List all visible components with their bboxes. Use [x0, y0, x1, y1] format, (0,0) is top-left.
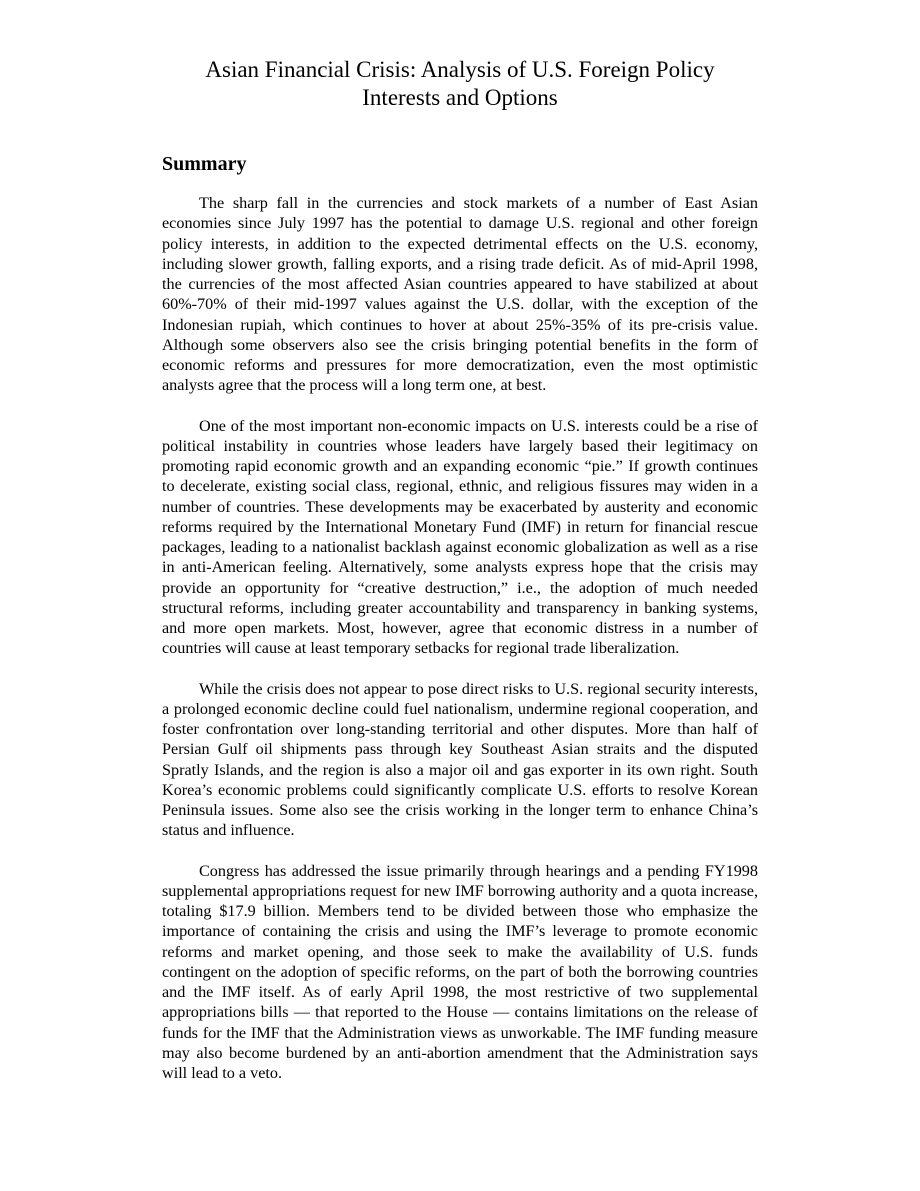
paragraph-1: The sharp fall in the currencies and stock markets of a number of East Asian economies since July 1997 has the potential to damage U.S. regional and other foreign policy interests, in addition to the expected detrimental effects on the U.S. economy, including slower growth, falling exports, and a rising trade deficit. As of mid-April 1998, the currencies of the most affected Asian countries appeared to have stabilized at about 60%-70% of their mid-1997 values against the U.S. dollar, with the exception of the Indonesian rupiah, which continues to hover at about 25%-35% of its pre-crisis value. Although some observers also see the crisis bringing potential benefits in the form of economic reforms and pressures for more democratization, even the most optimistic analysts agree that the process will a long term one, at best. — [162, 194, 758, 395]
title-line-1: Asian Financial Crisis: Analysis of U.S. Foreign Policy — [205, 57, 715, 82]
paragraph-3: While the crisis does not appear to pose direct risks to U.S. regional security interests, a prolonged economic decline could fuel nationalism, undermine regional cooperation, and foster confrontation over long-standing territorial and other disputes. More than half of Persian Gulf oil shipments pass through key Southeast Asian straits and the disputed Spratly Islands, and the region is also a major oil and gas exporter in its own right. South Korea’s economic problems could significantly complicate U.S. efforts to resolve Korean Peninsula issues. Some also see the crisis working in the longer term to enhance China’s status and influence. — [162, 679, 758, 840]
paragraph-4: Congress has addressed the issue primarily through hearings and a pending FY1998 supplemental appropriations request for new IMF borrowing authority and a quota increase, totaling $17.9 billion. Members tend to be divided between those who emphasize the importance of containing the crisis and using the IMF’s leverage to promote economic reforms and market opening, and those seek to make the availability of U.S. funds contingent on the adoption of specific reforms, on the part of both the borrowing countries and the IMF itself. As of early April 1998, the most restrictive of two supplemental appropriations bills — that reported to the House — contains limitations on the release of funds for the IMF that the Administration views as unworkable. The IMF funding measure may also become burdened by an anti-abortion amendment that the Administration says will lead to a veto. — [162, 861, 758, 1082]
paragraph-2: One of the most important non-economic impacts on U.S. interests could be a rise of political instability in countries whose leaders have largely based their legitimacy on promoting rapid economic growth and an expanding economic “pie.” If growth continues to decelerate, existing social class, regional, ethnic, and religious fissures may widen in a number of countries. These developments may be exacerbated by austerity and economic reforms required by the International Monetary Fund (IMF) in return for financial rescue packages, leading to a nationalist backlash against economic globalization as well as a rise in anti-American feeling. Alternatively, some analysts express hope that the crisis may provide an opportunity for “creative destruction,” i.e., the adoption of much needed structural reforms, including greater accountability and transparency in banking systems, and more open markets. Most, however, agree that economic distress in a number of countries will cause at least temporary setbacks for regional trade liberalization. — [162, 416, 758, 658]
document-page — [162, 56, 758, 1083]
document-title — [162, 56, 758, 112]
section-heading-summary: Summary — [162, 153, 247, 175]
title-line-2: Interests and Options — [362, 85, 558, 110]
